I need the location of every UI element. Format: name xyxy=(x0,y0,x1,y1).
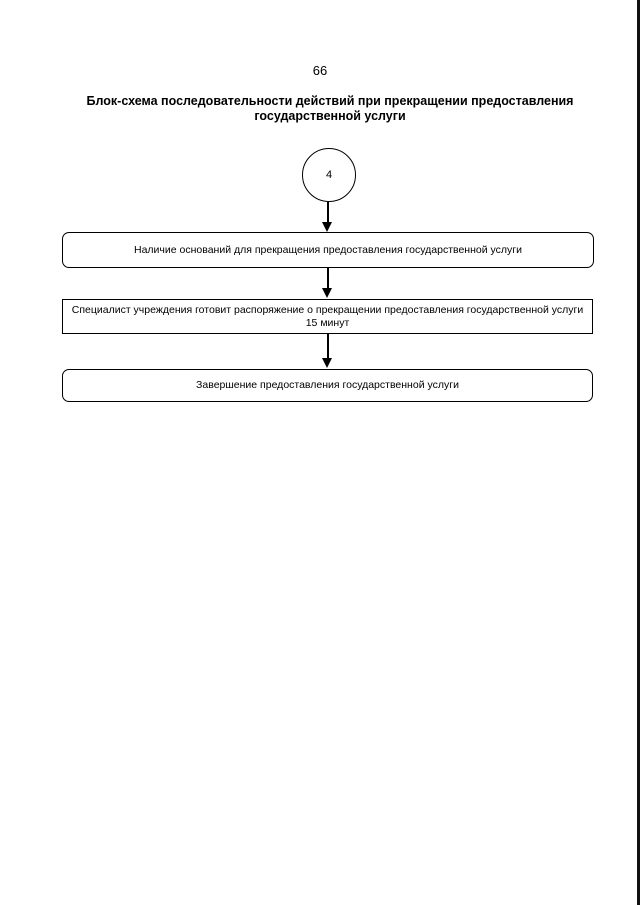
step1-text: Наличие оснований для прекращения предоставления государственной услуги xyxy=(134,243,522,256)
document-title xyxy=(60,94,600,124)
page-number: 66 xyxy=(312,63,328,78)
arrow-step2-to-step3 xyxy=(327,334,329,359)
title-line-1: Блок-схема последовательности действий при прекращении предоставления xyxy=(86,94,574,108)
arrowhead-step2 xyxy=(322,288,332,298)
flow-step-end xyxy=(62,369,593,402)
arrow-connector-to-step1 xyxy=(327,202,329,223)
step3-text: Завершение предоставления государственной услуги xyxy=(196,379,459,391)
step2-text: Специалист учреждения готовит распоряжение о прекращении предоставления государственной услуги xyxy=(71,303,584,316)
flow-step-start xyxy=(62,232,594,268)
flow-step-process xyxy=(62,299,593,334)
arrowhead-step3 xyxy=(322,358,332,368)
step2-duration: 15 минут xyxy=(305,316,350,329)
flowchart-connector xyxy=(302,148,356,202)
title-line-2: государственной услуги xyxy=(254,109,406,123)
arrow-step1-to-step2 xyxy=(327,268,329,289)
connector-label: 4 xyxy=(325,169,333,181)
arrowhead-step1 xyxy=(322,222,332,232)
